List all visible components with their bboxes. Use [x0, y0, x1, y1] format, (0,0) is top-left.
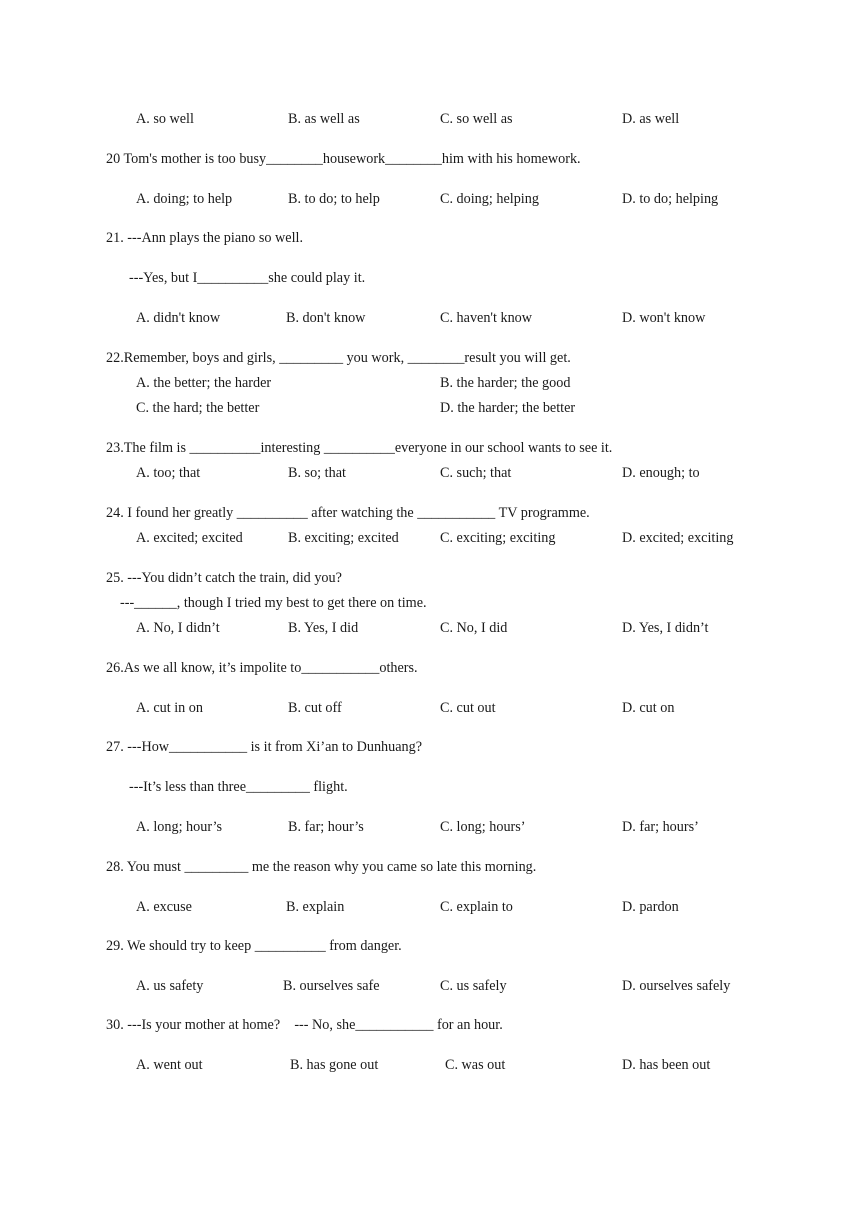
q24-option-c: C. exciting; exciting	[440, 530, 556, 546]
q25-option-c: C. No, I did	[440, 620, 508, 636]
q27-option-d: D. far; hours’	[622, 819, 699, 835]
q21-option-c: C. haven't know	[440, 310, 533, 326]
q20-option-d: D. to do; helping	[622, 191, 719, 207]
q28-option-b: B. explain	[286, 899, 345, 915]
q24-option-b: B. exciting; excited	[288, 530, 399, 546]
q29-option-d: D. ourselves safely	[622, 978, 731, 994]
q28-option-d: D. pardon	[622, 899, 679, 915]
q29-option-b: B. ourselves safe	[283, 978, 380, 994]
q26-stem: 26.As we all know, it’s impolite to___________others.	[106, 660, 418, 676]
q30-option-d: D. has been out	[622, 1057, 711, 1073]
q25-option-b: B. Yes, I did	[288, 620, 359, 636]
q19-option-d: D. as well	[622, 111, 680, 127]
q24-option-a: A. excited; excited	[136, 530, 243, 546]
q25-stem-reply: ---______, though I tried my best to get there on time.	[120, 595, 427, 611]
q23-stem: 23.The film is __________interesting __________everyone in our school wants to see it.	[106, 440, 613, 456]
q24-stem: 24. I found her greatly __________ after watching the ___________ TV programme.	[106, 505, 590, 521]
q26-option-d: D. cut on	[622, 700, 675, 716]
q21-option-b: B. don't know	[286, 310, 366, 326]
q27-option-c: C. long; hours’	[440, 819, 526, 835]
q21-stem-reply: ---Yes, but I__________she could play it.	[129, 270, 366, 286]
q30-option-b: B. has gone out	[290, 1057, 379, 1073]
q28-option-a: A. excuse	[136, 899, 192, 915]
q28-stem: 28. You must _________ me the reason why you came so late this morning.	[106, 859, 537, 875]
q30-option-c: C. was out	[445, 1057, 506, 1073]
q21-stem: 21. ---Ann plays the piano so well.	[106, 230, 304, 246]
q26-option-a: A. cut in on	[136, 700, 203, 716]
q29-option-c: C. us safely	[440, 978, 507, 994]
q28-option-c: C. explain to	[440, 899, 513, 915]
q25-stem: 25. ---You didn’t catch the train, did you?	[106, 570, 342, 586]
q27-option-b: B. far; hour’s	[288, 819, 364, 835]
q25-option-d: D. Yes, I didn’t	[622, 620, 709, 636]
q27-option-a: A. long; hour’s	[136, 819, 223, 835]
q27-stem-reply: ---It’s less than three_________ flight.	[129, 779, 348, 795]
q29-option-a: A. us safety	[136, 978, 204, 994]
q21-option-a: A. didn't know	[136, 310, 221, 326]
q22-option-d: D. the harder; the better	[440, 400, 576, 416]
q19-option-a: A. so well	[136, 111, 194, 127]
q25-option-a: A. No, I didn’t	[136, 620, 220, 636]
q27-stem: 27. ---How___________ is it from Xi’an to Dunhuang?	[106, 739, 423, 755]
q19-option-b: B. as well as	[288, 111, 360, 127]
q23-option-a: A. too; that	[136, 465, 201, 481]
q20-option-a: A. doing; to help	[136, 191, 233, 207]
q22-option-b: B. the harder; the good	[440, 375, 571, 391]
q30-option-a: A. went out	[136, 1057, 203, 1073]
q23-option-b: B. so; that	[288, 465, 346, 481]
q22-option-c: C. the hard; the better	[136, 400, 260, 416]
q30-stem: 30. ---Is your mother at home? --- No, she___________ for an hour.	[106, 1017, 503, 1033]
q20-option-b: B. to do; to help	[288, 191, 380, 207]
q26-option-c: C. cut out	[440, 700, 496, 716]
q22-stem: 22.Remember, boys and girls, _________ you work, ________result you will get.	[106, 350, 571, 366]
q22-option-a: A. the better; the harder	[136, 375, 272, 391]
q23-option-d: D. enough; to	[622, 465, 700, 481]
q29-stem: 29. We should try to keep __________ from danger.	[106, 938, 402, 954]
q20-stem: 20 Tom's mother is too busy________housework________him with his homework.	[106, 151, 581, 167]
q20-option-c: C. doing; helping	[440, 191, 539, 207]
q23-option-c: C. such; that	[440, 465, 512, 481]
q24-option-d: D. excited; exciting	[622, 530, 734, 546]
q21-option-d: D. won't know	[622, 310, 706, 326]
q26-option-b: B. cut off	[288, 700, 342, 716]
q19-option-c: C. so well as	[440, 111, 513, 127]
